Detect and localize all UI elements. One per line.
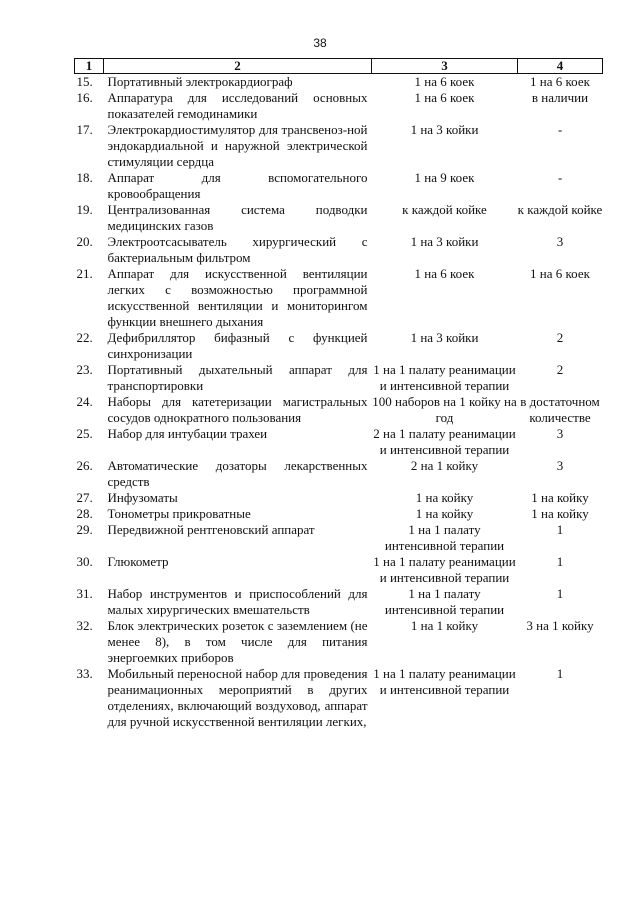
table-row: [75, 234, 603, 266]
equipment-name: Дефибриллятор бифазный с функцией синхронизации: [107, 330, 368, 361]
row-number: 23.: [76, 362, 93, 377]
row-number: 20.: [76, 234, 93, 249]
table-row: [75, 554, 603, 586]
table-row: [75, 458, 603, 490]
row-number: 25.: [76, 426, 93, 441]
header-col-2: 2: [104, 59, 372, 74]
equipment-name: Аппаратура для исследований основных показателей гемодинамики: [107, 90, 368, 121]
standard-quantity: 1 на 6 коек: [414, 90, 475, 105]
table-row: [75, 362, 603, 394]
table-row: [75, 90, 603, 122]
standard-quantity: 1 на койку: [415, 506, 474, 521]
equipment-name: Автоматические дозаторы лекарственных средств: [107, 458, 368, 489]
table-row: [75, 394, 603, 426]
row-number: 29.: [76, 522, 93, 537]
actual-quantity: в наличии: [531, 90, 589, 105]
equipment-name: Аппарат для искусственной вентиляции легких с возможностью программной искусственной вентиляции и мониторингом функции внешнего дыхания: [107, 266, 368, 329]
actual-quantity: -: [557, 170, 563, 185]
table-row: [75, 490, 603, 506]
equipment-name: Портативный электрокардиограф: [107, 74, 293, 89]
actual-quantity: -: [557, 122, 563, 137]
standard-quantity: 1 на 3 койки: [410, 330, 479, 345]
actual-quantity: 3: [556, 234, 564, 249]
standard-quantity: 1 на 1 палату реанимации и интенсивной терапии: [373, 666, 516, 697]
actual-quantity: 2: [556, 330, 564, 345]
equipment-name: Аппарат для вспомогательного кровообращения: [107, 170, 368, 201]
actual-quantity: 3: [556, 426, 564, 441]
standard-quantity: 1 на 6 коек: [414, 74, 475, 89]
equipment-name: Электроотсасыватель хирургический с бактериальным фильтром: [107, 234, 368, 265]
equipment-name: Тонометры прикроватные: [107, 506, 251, 521]
actual-quantity: 1: [556, 554, 564, 569]
standard-quantity: 1 на 1 палату реанимации и интенсивной терапии: [373, 554, 516, 585]
equipment-name: Инфузоматы: [107, 490, 178, 505]
equipment-name: Электрокардиостимулятор для трансвеноз-ной эндокардиальной и наружной электрической стимуляции сердца: [107, 122, 368, 169]
standard-quantity: 2 на 1 койку: [410, 458, 479, 473]
row-number: 22.: [76, 330, 93, 345]
row-number: 28.: [76, 506, 93, 521]
row-number: 33.: [76, 666, 93, 681]
standard-quantity: 1 на 3 койки: [410, 122, 479, 137]
actual-quantity: 1 на 6 коек: [530, 74, 590, 89]
equipment-name: Наборы для катетеризации магистральных сосудов однократного пользования: [107, 394, 368, 425]
row-number: 24.: [76, 394, 93, 409]
equipment-table: [74, 58, 603, 730]
equipment-name: Централизованная система подводки медицинских газов: [107, 202, 368, 233]
table-header-row: [75, 59, 603, 74]
table-row: [75, 74, 603, 91]
actual-quantity: к каждой койке: [517, 202, 603, 217]
standard-quantity: 1 на 3 койки: [410, 234, 479, 249]
actual-quantity: 1 на койку: [531, 490, 589, 505]
equipment-name: Портативный дыхательный аппарат для транспортировки: [107, 362, 368, 393]
table-row: [75, 330, 603, 362]
page-number: 38: [313, 36, 327, 50]
standard-quantity: 1 на 1 палату интенсивной терапии: [384, 522, 505, 553]
standard-quantity: 1 на 1 койку: [410, 618, 479, 633]
standard-quantity: 1 на койку: [415, 490, 474, 505]
standard-quantity: 1 на 1 палату интенсивной терапии: [384, 586, 505, 617]
equipment-name: Мобильный переносной набор для проведения реанимационных мероприятий в других отделениях, включающий воздуховод, аппарат для ручной искусственной вентиляции легких,: [107, 666, 368, 729]
table-row: [75, 522, 603, 554]
row-number: 19.: [76, 202, 93, 217]
table-row: [75, 170, 603, 202]
table-row: [75, 666, 603, 730]
row-number: 27.: [76, 490, 93, 505]
row-number: 32.: [76, 618, 93, 633]
actual-quantity: 3 на 1 койку: [526, 618, 594, 633]
actual-quantity: 1 на 6 коек: [530, 266, 590, 281]
equipment-name: Глюкометр: [107, 554, 169, 569]
row-number: 31.: [76, 586, 93, 601]
actual-quantity: 1: [556, 586, 564, 601]
header-col-4: 4: [518, 59, 603, 74]
standard-quantity: 1 на 6 коек: [414, 266, 475, 281]
actual-quantity: 1 на койку: [531, 506, 589, 521]
row-number: 18.: [76, 170, 93, 185]
row-number: 17.: [76, 122, 93, 137]
standard-quantity: к каждой койке: [402, 202, 487, 217]
actual-quantity: в достаточном количестве: [520, 394, 600, 425]
equipment-name: Передвижной рентгеновский аппарат: [107, 522, 315, 537]
standard-quantity: 1 на 1 палату реанимации и интенсивной терапии: [373, 362, 516, 393]
actual-quantity: 1: [556, 666, 564, 681]
row-number: 21.: [76, 266, 93, 281]
row-number: 16.: [76, 90, 93, 105]
row-number: 15.: [76, 74, 93, 89]
table-row: [75, 618, 603, 666]
table-row: [75, 122, 603, 170]
table-row: [75, 586, 603, 618]
standard-quantity: 1 на 9 коек: [414, 170, 475, 185]
row-number: 26.: [76, 458, 93, 473]
header-col-3: 3: [372, 59, 518, 74]
standard-quantity: 2 на 1 палату реанимации и интенсивной терапии: [373, 426, 516, 457]
table-row: [75, 266, 603, 330]
standard-quantity: 100 наборов на 1 койку на год: [372, 394, 517, 425]
equipment-name: Набор для интубации трахеи: [107, 426, 268, 441]
equipment-name: Набор инструментов и приспособлений для малых хирургических вмешательств: [107, 586, 368, 617]
table-row: [75, 426, 603, 458]
table-row: [75, 202, 603, 234]
equipment-name: Блок электрических розеток с заземлением (не менее 8), в том числе для питания энергоемких приборов: [107, 618, 368, 665]
table-row: [75, 506, 603, 522]
header-col-1: 1: [75, 59, 104, 74]
row-number: 30.: [76, 554, 93, 569]
actual-quantity: 3: [556, 458, 564, 473]
actual-quantity: 1: [556, 522, 564, 537]
actual-quantity: 2: [556, 362, 564, 377]
